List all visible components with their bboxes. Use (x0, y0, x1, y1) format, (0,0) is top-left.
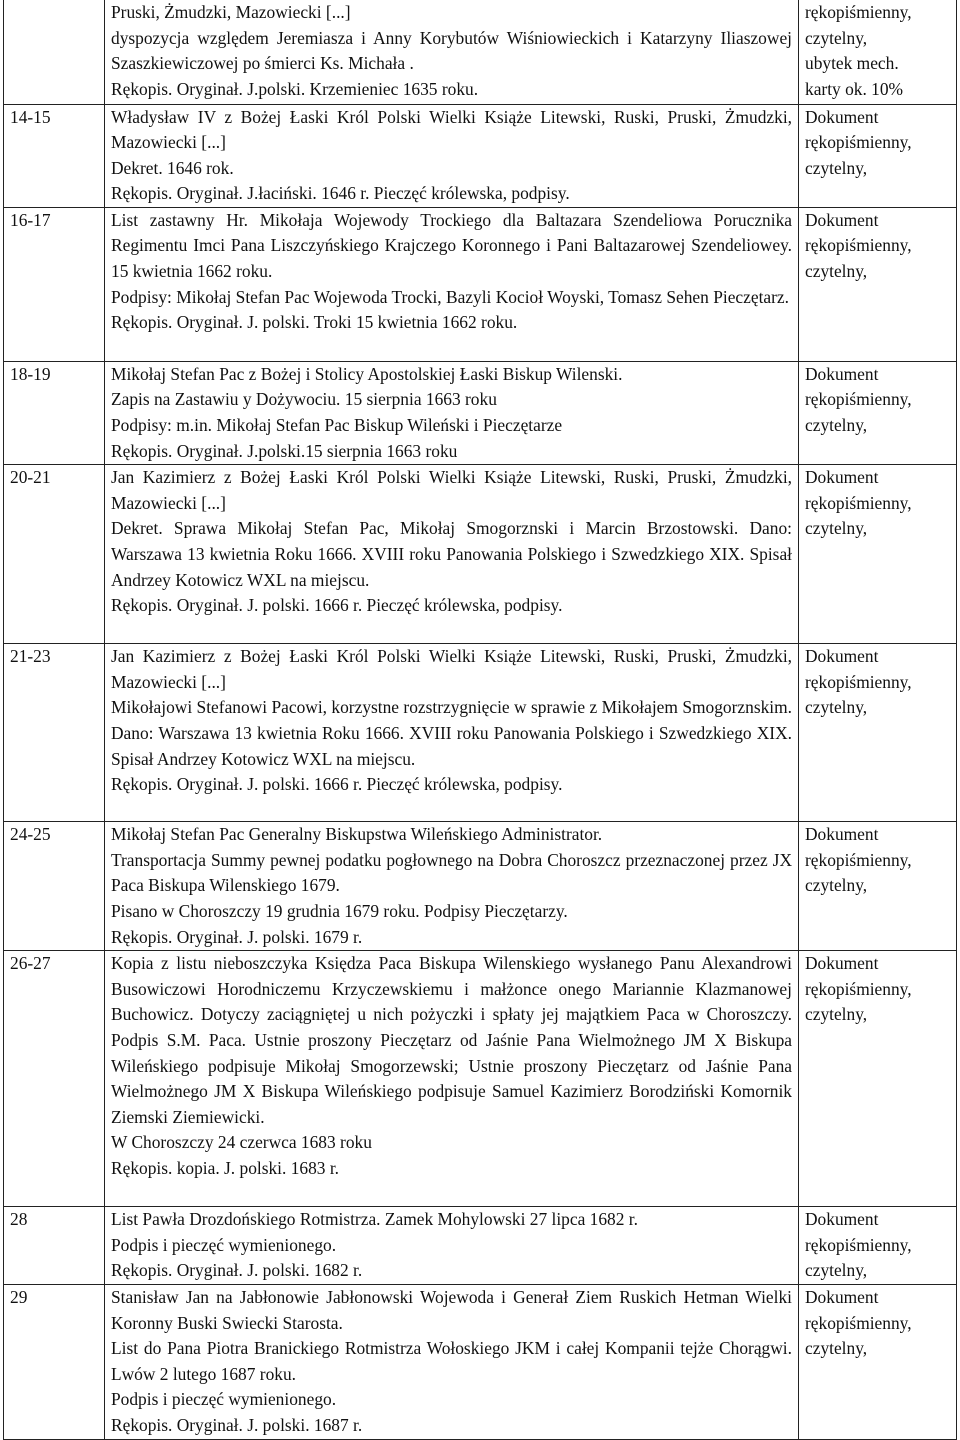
description-line: List Pawła Drozdońskiego Rotmistrza. Zamek Mohylowski 27 lipca 1682 r. (111, 1209, 638, 1230)
document-type-line: rękopiśmienny, (805, 1312, 912, 1333)
page-range: 29 (10, 1287, 28, 1307)
catalog-row (4, 1285, 957, 1440)
document-type-line: czytelny, (805, 1338, 868, 1359)
document-type-cell (799, 951, 957, 1207)
description-line: Mikołaj Stefan Pac z Bożej i Stolicy Apostolskiej Łaski Biskup Wilenski. (111, 363, 623, 384)
description-line: Rękopis. kopia. J. polski. 1683 r. (111, 1157, 340, 1178)
document-type-line: rękopiśmienny, (805, 978, 912, 999)
description-cell (105, 822, 799, 951)
document-type-cell (799, 465, 957, 644)
document-type-line: Dokument (805, 1209, 879, 1230)
page-range-cell (4, 0, 105, 104)
document-type-line: czytelny, (805, 1004, 868, 1025)
document-type-cell (799, 1207, 957, 1285)
document-type-line: czytelny, (805, 261, 868, 282)
document-type-line: rękopiśmienny, (805, 132, 912, 153)
document-type-line: czytelny, (805, 157, 868, 178)
description-line: Podpisy: Mikołaj Stefan Pac Wojewoda Trocki, Bazyli Kocioł Woyski, Tomasz Sehen Pieczętarz. (111, 286, 789, 307)
description-cell (105, 361, 799, 464)
description-cell (105, 1207, 799, 1285)
document-type-line: czytelny, (805, 697, 868, 718)
catalog-row (4, 465, 957, 644)
document-type-cell (799, 104, 957, 207)
page-range: 16-17 (10, 209, 51, 230)
description-line: List zastawny Hr. Mikołaja Wojewody Trockiego dla Baltazara Szendeliowa Porucznika Regimentu Imci Pana Liszczyńskiego Krajczego Koronnego i Pani Baltazarowej Szendeliowey. 15 kwietnia 1662 roku. (111, 209, 792, 282)
document-type-line: czytelny, (805, 415, 868, 436)
description-cell (105, 1285, 799, 1440)
description-line: Stanisław Jan na Jabłonowie Jabłonowski Wojewoda i Generał Ziem Ruskich Hetman Wielki Koronny Buski Swiecki Starosta. (111, 1287, 792, 1333)
description-line: Mikołajowi Stefanowi Pacowi, korzystne rozstrzygnięcie w sprawie z Mikołajem Smogorznskim. Dano: Warszawa 13 kwietnia Roku 1666. XVIII roku Panowania Polskiego i Szwedzkiego XIX. Spisał Andrzey Kotowicz WXL na miejscu. (111, 697, 792, 769)
catalog-row (4, 104, 957, 207)
page-range-cell (4, 1207, 105, 1285)
description-line: Podpis i pieczęć wymienionego. (111, 1389, 337, 1410)
document-type-line: czytelny, (805, 1260, 868, 1281)
catalog-row (4, 0, 957, 104)
document-type-line: Dokument (805, 106, 879, 127)
catalog-row (4, 1207, 957, 1285)
document-type-line: rękopiśmienny, (805, 849, 912, 870)
document-type-line: Dokument (805, 824, 879, 845)
document-type-line: Dokument (805, 646, 879, 667)
document-type-line: karty ok. 10% (805, 78, 904, 99)
description-cell (105, 644, 799, 822)
catalog-row (4, 361, 957, 464)
description-cell (105, 104, 799, 207)
document-type-cell (799, 207, 957, 361)
description-line: W Choroszczy 24 czerwca 1683 roku (111, 1132, 372, 1153)
document-type-cell (799, 0, 957, 104)
description-line: Rękopis. Oryginał. J.łaciński. 1646 r. Pieczęć królewska, podpisy. (111, 183, 570, 204)
description-line: Pruski, Żmudzki, Mazowiecki [...] (111, 2, 351, 22)
description-line: Podpisy: m.in. Mikołaj Stefan Pac Biskup Wileński i Pieczętarze (111, 415, 563, 436)
catalog-row (4, 822, 957, 951)
document-type-line: Dokument (805, 467, 879, 488)
description-line: Dekret. Sprawa Mikołaj Stefan Pac, Mikołaj Smogorznski i Marcin Brzostowski. Dano: Warszawa 13 kwietnia Roku 1666. XVIII roku Panowania Polskiego i Szwedzkiego XIX. Spisał Andrzey Kotowicz WXL na miejscu. (111, 518, 792, 590)
description-line: Kopia z listu nieboszczyka Księdza Paca Biskupa Wilenskiego wysłanego Panu Alexandrowi Busowiczowi Horodniczemu Krzyczewskiemu i małżonce onego Mariannie Klazmanowej Buchowicz. Dotyczy zaciągniętej u nich pożyczki i spłaty jej majątkiem Paca w Choroszczy. Podpis S.M. Paca. Ustnie proszony Pieczętarz od Jaśnie Pana Wielmożnego JM X Biskupa Wileńskiego podpisuje Mikołaj Smogorzewski; Ustnie proszony Pieczętarz od Jaśnie Pana Wielmożnego JM X Biskupa Wileńskiego podpisuje Samuel Kazimierz Borodziński Komornik Ziemski Ziemiewicki. (111, 953, 792, 1127)
document-type-line: rękopiśmienny, (805, 671, 912, 692)
description-line: Rękopis. Oryginał. J. polski. 1682 r. (111, 1260, 363, 1281)
description-line: Jan Kazimierz z Bożej Łaski Król Polski Wielki Książe Litewski, Ruski, Pruski, Żmudzki, Mazowiecki [...] (111, 467, 792, 513)
document-type-line: rękopiśmienny, (805, 235, 912, 256)
page-range: 20-21 (10, 467, 51, 488)
description-line: Rękopis. Oryginał. J. polski. 1687 r. (111, 1414, 363, 1435)
document-type-line: Dokument (805, 1287, 879, 1307)
page-range-cell (4, 104, 105, 207)
description-line: Zapis na Zastawiu y Dożywociu. 15 sierpnia 1663 roku (111, 389, 497, 410)
page-range: 21-23 (10, 646, 51, 667)
document-type-line: rękopiśmienny, (805, 2, 912, 22)
document-type-cell (799, 1285, 957, 1440)
description-cell (105, 951, 799, 1207)
catalog-row (4, 951, 957, 1207)
page-range-cell (4, 644, 105, 822)
description-line: Rękopis. Oryginał. J. polski. 1666 r. Pieczęć królewska, podpisy. (111, 774, 563, 795)
description-cell (105, 207, 799, 361)
document-type-line: Dokument (805, 953, 879, 974)
page-range: 28 (10, 1209, 28, 1230)
catalog-table (3, 0, 957, 1440)
description-line: Podpis i pieczęć wymienionego. (111, 1234, 337, 1255)
description-line: Rękopis. Oryginał. J. polski. 1666 r. Pieczęć królewska, podpisy. (111, 595, 563, 616)
page-range-cell (4, 1285, 105, 1440)
page-range: 24-25 (10, 824, 51, 845)
description-line: Mikołaj Stefan Pac Generalny Biskupstwa Wileńskiego Administrator. (111, 824, 603, 845)
description-line: Rękopis. Oryginał. J. polski. Troki 15 kwietnia 1662 roku. (111, 312, 518, 333)
document-type-line: czytelny, (805, 875, 868, 896)
catalog-body (4, 0, 957, 1439)
description-line: Władysław IV z Bożej Łaski Król Polski Wielki Książe Litewski, Ruski, Pruski, Żmudzki, Mazowiecki [...] (111, 106, 792, 153)
document-type-line: rękopiśmienny, (805, 1234, 912, 1255)
page-range-cell (4, 207, 105, 361)
document-type-line: ubytek mech. (805, 53, 899, 74)
description-line: Jan Kazimierz z Bożej Łaski Król Polski Wielki Książe Litewski, Ruski, Pruski, Żmudzki, Mazowiecki [...] (111, 646, 792, 692)
description-line: Rękopis. Oryginał. J.polski.15 sierpnia 1663 roku (111, 440, 458, 461)
description-line: List do Pana Piotra Branickiego Rotmistrza Wołoskiego JKM i całej Kompanii tejże Chorągwi. Lwów 2 lutego 1687 roku. (111, 1338, 792, 1384)
page-range: 26-27 (10, 953, 51, 974)
description-line: Transportacja Summy pewnej podatku pogłownego na Dobra Choroszcz przeznaczonej przez JX Paca Biskupa Wilenskiego 1679. (111, 849, 792, 896)
page-range-cell (4, 951, 105, 1207)
description-cell (105, 0, 799, 104)
page-range-cell (4, 361, 105, 464)
description-line: Pisano w Choroszczy 19 grudnia 1679 roku. Podpisy Pieczętarzy. (111, 901, 568, 922)
document-type-line: rękopiśmienny, (805, 492, 912, 513)
description-line: Dekret. 1646 rok. (111, 157, 234, 178)
document-type-line: Dokument (805, 209, 879, 230)
catalog-row (4, 207, 957, 361)
document-type-cell (799, 822, 957, 951)
document-type-cell (799, 644, 957, 822)
catalog-row (4, 644, 957, 822)
description-line: Rękopis. Oryginał. J. polski. 1679 r. (111, 926, 363, 947)
page-range-cell (4, 822, 105, 951)
description-line: dyspozycja względem Jeremiasza i Anny Korybutów Wiśniowieckich i Katarzyny Iliaszowej Szaszkiewiczowej po śmierci Ks. Michała . (111, 27, 792, 74)
document-type-line: czytelny, (805, 518, 868, 539)
document-type-line: czytelny, (805, 27, 868, 48)
description-line: Rękopis. Oryginał. J.polski. Krzemieniec 1635 roku. (111, 78, 479, 99)
page-range: 14-15 (10, 106, 51, 127)
document-type-cell (799, 361, 957, 464)
document-type-line: Dokument (805, 363, 879, 384)
page-range-cell (4, 465, 105, 644)
description-cell (105, 465, 799, 644)
page-range: 18-19 (10, 363, 51, 384)
document-type-line: rękopiśmienny, (805, 389, 912, 410)
